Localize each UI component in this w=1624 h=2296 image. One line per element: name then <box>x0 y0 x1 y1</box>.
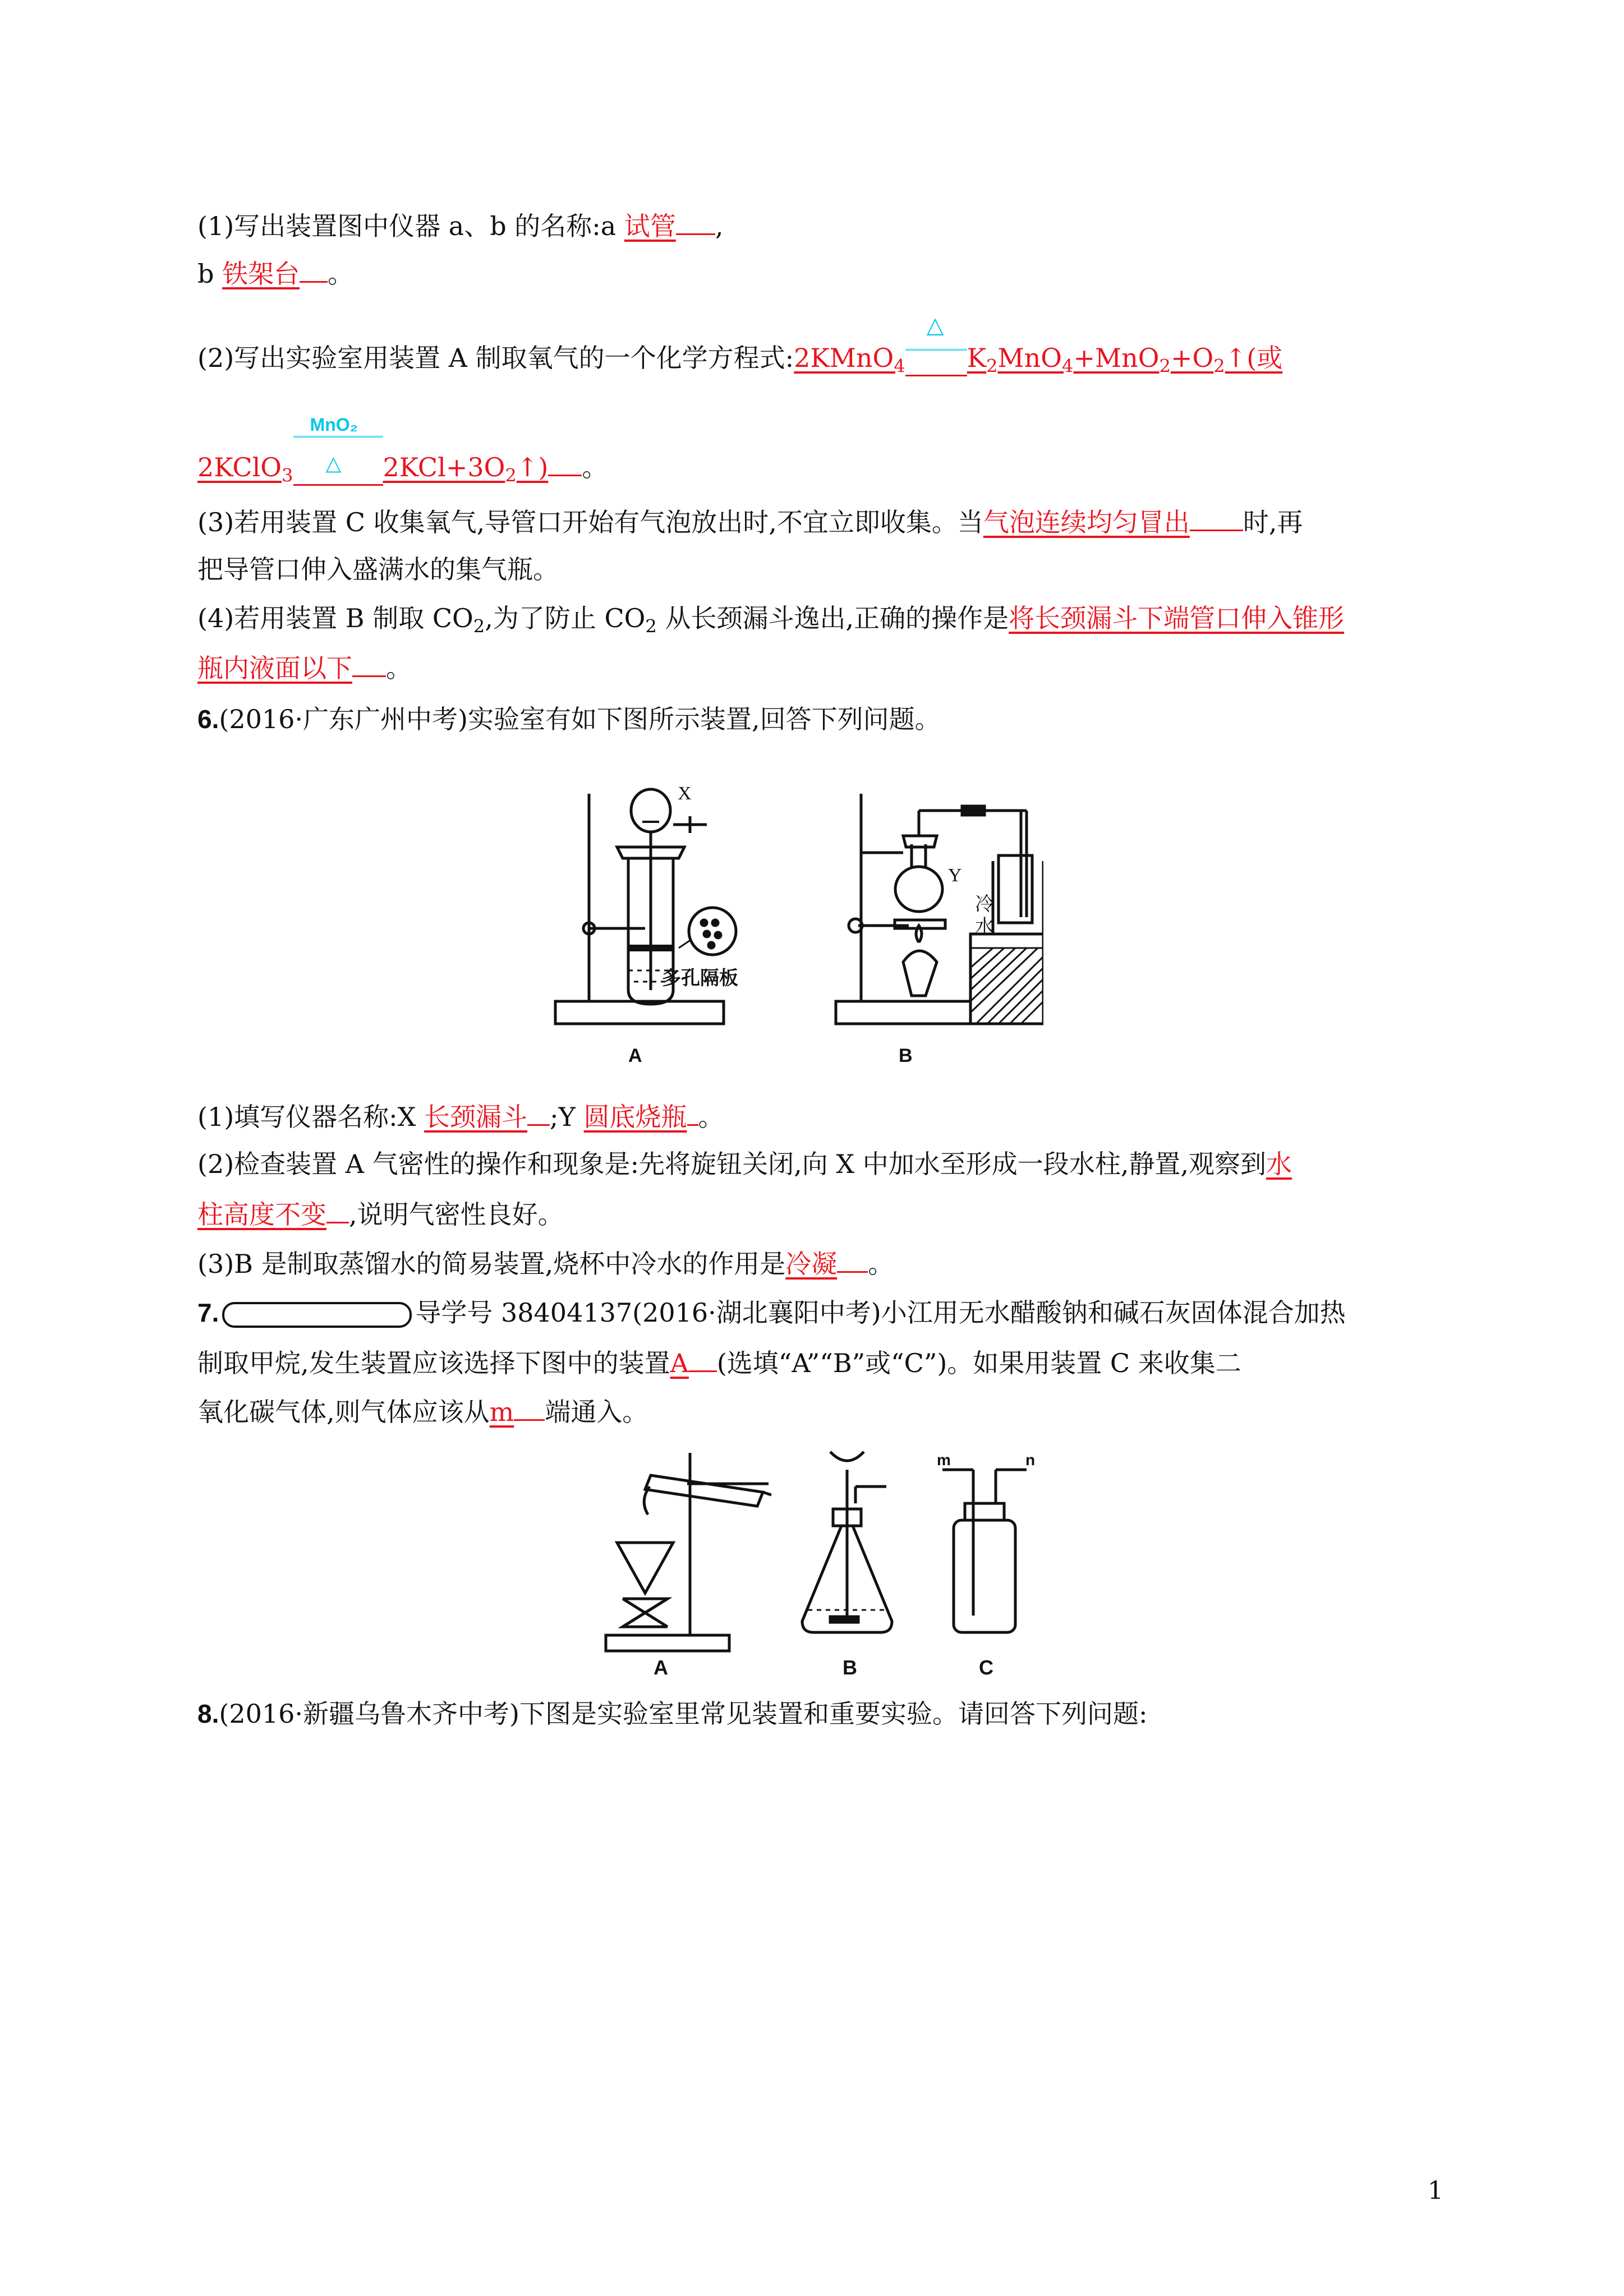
q5-part1-text: (1)写出装置图中仪器 a、b 的名称:a <box>197 211 624 241</box>
gas-bottle <box>954 1520 1015 1632</box>
figure-label-a: A <box>654 1656 668 1679</box>
figure-label-b: B <box>843 1656 857 1679</box>
q5-part2-text: (2)写出实验室用装置 A 制取氧气的一个化学方程式: <box>197 343 794 373</box>
answer-funnel-1: 将长颈漏斗下端管口伸入锥形 <box>1009 603 1345 633</box>
punct: 。 <box>328 259 354 289</box>
answer-blank <box>1190 504 1243 531</box>
question-number: 8. <box>197 1699 219 1728</box>
answer-blank <box>514 1393 545 1421</box>
equation-products: $K_2MnO_4+MnO_2+O_2↑$(或 <box>967 343 1283 377</box>
q5-part4-line2 <box>197 650 412 685</box>
answer-blank <box>676 208 715 235</box>
stand-base-b <box>836 1001 970 1024</box>
answer-funnel-2: 瓶内液面以下 <box>197 653 352 683</box>
equation-products-2: $2KCl+3O_2↑$) <box>383 452 549 486</box>
reaction-condition-2 <box>293 415 383 486</box>
answer-blank <box>548 449 582 476</box>
question-number: 7. <box>197 1298 219 1327</box>
answer-blank <box>687 1098 698 1126</box>
punct: , <box>715 211 724 241</box>
q7-text3-post: 端通入。 <box>545 1397 648 1427</box>
subscript: 2 <box>473 615 485 637</box>
q7-apparatus-figure <box>600 1442 1088 1683</box>
q7-line2 <box>197 1345 1241 1380</box>
stand-base-a <box>555 1001 724 1024</box>
figure-label-b: B <box>899 1045 913 1066</box>
q5-part2-line <box>197 312 1283 383</box>
q5-part4-line1 <box>197 601 1344 643</box>
figure-label-a: A <box>628 1045 642 1066</box>
label-water: 水 <box>975 917 994 937</box>
label-cold: 冷 <box>975 894 994 915</box>
answer-water-1: 水 <box>1266 1149 1292 1179</box>
stand-base <box>606 1635 729 1651</box>
alcohol-lamp <box>903 951 937 996</box>
q6-part2-line1 <box>197 1147 1292 1181</box>
heat-symbol: △ <box>926 312 944 338</box>
q6-part1-line <box>197 1098 724 1134</box>
answer-device: A <box>670 1348 689 1378</box>
answer-inlet: m <box>489 1397 514 1427</box>
q6-title: (2016·广东广州中考)实验室有如下图所示装置,回答下列问题。 <box>219 704 941 734</box>
q5-part1-line1 <box>197 208 723 243</box>
heat-symbol: △ <box>325 452 342 475</box>
q5-part1-text-b: b <box>197 259 223 289</box>
q7-text-post: (选填“A”“B”或“C”)。如果用装置 C 来收集二 <box>716 1348 1241 1378</box>
q5-part4-text: (4)若用装置 B 制取 CO <box>197 603 473 633</box>
question-number: 6. <box>197 705 219 734</box>
reaction-condition <box>905 312 967 376</box>
funnel-x <box>631 789 670 832</box>
q7-line3 <box>197 1393 648 1429</box>
q7-guide-text: 导学号 38404137(2016·湖北襄阳中考)小江用无水醋酸钠和碱石灰固体混合加热 <box>415 1297 1346 1328</box>
q5-part2-line2 <box>197 415 608 493</box>
q6-part2-text: (2)检查装置 A 气密性的操作和现象是:先将旋钮关闭,向 X 中加水至形成一段水柱,静置,观察到 <box>197 1149 1266 1179</box>
answer-x: 长颈漏斗 <box>424 1102 528 1132</box>
q5-part3-line1 <box>197 504 1303 539</box>
alcohol-lamp-a <box>617 1543 673 1593</box>
q6-apparatus-figure <box>544 754 1043 1069</box>
answer-bubbles: 气泡连续均匀冒出 <box>983 507 1190 537</box>
guide-badge <box>222 1302 412 1328</box>
round-flask-y <box>895 867 942 912</box>
answer-blank <box>326 1196 349 1223</box>
label-porous-plate: 多孔隔板 <box>662 968 738 989</box>
label-x: X <box>678 783 692 804</box>
figure-label-c: C <box>979 1656 993 1679</box>
answer-blank <box>527 1098 550 1126</box>
q6-title-line <box>197 702 941 736</box>
q7-text: 制取甲烷,发生装置应该选择下图中的装置 <box>197 1348 670 1378</box>
equation-kmno4: 2KMnO$_4$ <box>794 343 905 377</box>
q6-part3-line <box>197 1245 894 1281</box>
q5-part3-line2 <box>197 553 559 586</box>
subscript: 2 <box>645 615 657 637</box>
q8-title-line <box>197 1697 1147 1731</box>
q6-part1-mid: ;Y <box>550 1102 584 1132</box>
punct: 。 <box>582 452 608 482</box>
answer-water-2: 柱高度不变 <box>197 1199 326 1230</box>
q5-part3-text2: 把导管口伸入盛满水的集气瓶。 <box>197 554 559 585</box>
q6-part3-text: (3)B 是制取蒸馏水的简易装置,烧杯中冷水的作用是 <box>197 1249 786 1279</box>
label-y: Y <box>948 865 962 886</box>
answer-y: 圆底烧瓶 <box>583 1102 687 1132</box>
q6-part2-line2 <box>197 1196 564 1231</box>
answer-blank <box>837 1245 868 1273</box>
q5-part1-line2 <box>197 255 353 291</box>
punct: 。 <box>698 1102 724 1132</box>
q5-part3-post: 时,再 <box>1243 507 1303 537</box>
answer-b: 铁架台 <box>222 259 300 289</box>
catalyst-label: MnO₂ <box>310 415 358 435</box>
punct: 。 <box>868 1249 894 1279</box>
q5-part4-mid2: 从长颈漏斗逸出,正确的操作是 <box>656 603 1009 633</box>
answer-a: 试管 <box>624 211 676 241</box>
answer-blank <box>300 255 328 283</box>
q7-text3: 氧化碳气体,则气体应该从 <box>197 1397 490 1427</box>
horizontal-test-tube <box>645 1475 763 1506</box>
answer-blank <box>689 1345 717 1372</box>
q8-title: (2016·新疆乌鲁木齐中考)下图是实验室里常见装置和重要实验。请回答下列问题: <box>219 1699 1148 1729</box>
equation-kclo3: 2KClO$_3$ <box>197 452 293 486</box>
answer-blank <box>352 650 386 677</box>
answer-condense: 冷凝 <box>785 1249 838 1279</box>
label-n: n <box>1025 1451 1036 1469</box>
q6-part1-text: (1)填写仪器名称:X <box>197 1102 425 1132</box>
q6-part2-post: ,说明气密性良好。 <box>349 1199 564 1230</box>
punct: 。 <box>386 653 412 683</box>
q7-line1 <box>197 1296 1346 1329</box>
page-number: 1 <box>1428 2177 1443 2205</box>
q5-part4-mid: ,为了防止 CO <box>485 603 646 633</box>
q5-part3-text: (3)若用装置 C 收集氧气,导管口开始有气泡放出时,不宜立即收集。当 <box>197 507 983 537</box>
label-m: m <box>937 1451 951 1469</box>
